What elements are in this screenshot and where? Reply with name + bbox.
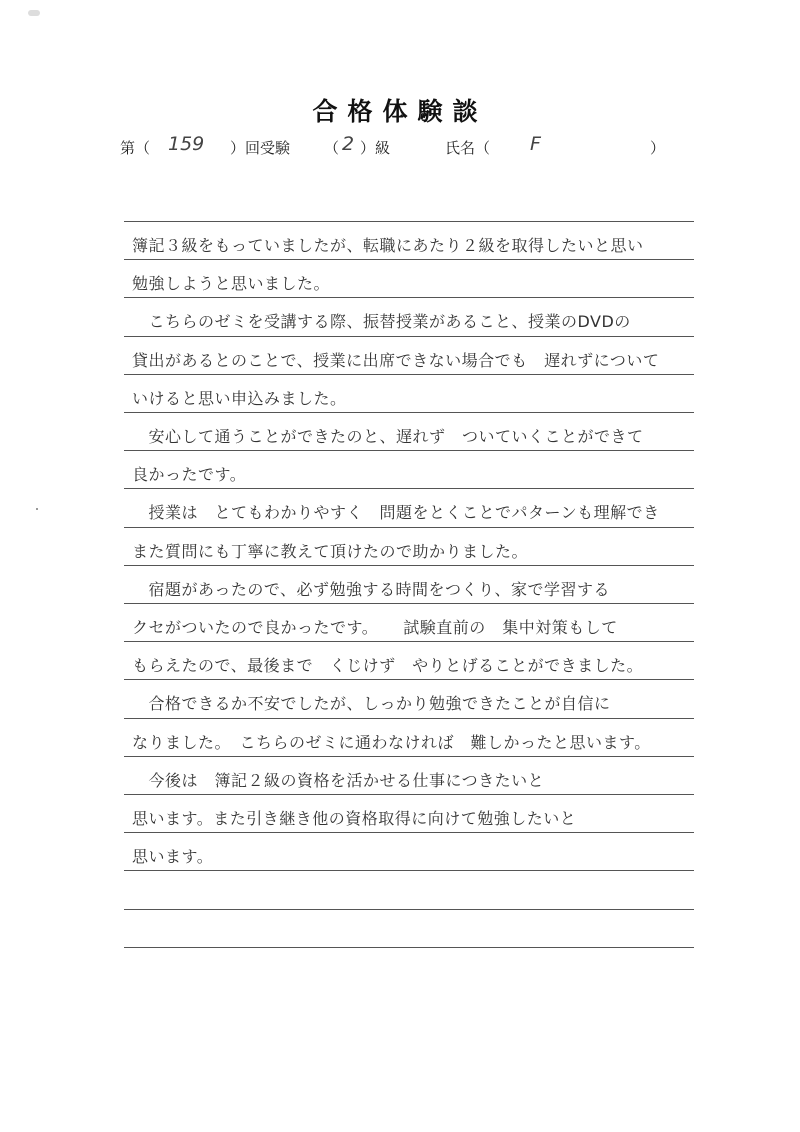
essay-line: 良かったです。 <box>132 465 247 485</box>
ruled-line <box>124 947 694 948</box>
essay-line: 思います。 <box>132 847 214 867</box>
ruled-line <box>124 870 694 871</box>
essay-line: 簿記３級をもっていましたが、転職にあたり２級を取得したいと思い <box>132 236 644 255</box>
name-label: 氏名（ <box>445 139 491 157</box>
essay-line: こちらのゼミを受講する際、振替授業があること、授業のDVDの <box>132 312 631 332</box>
session-suffix: ）回受験 <box>230 139 291 157</box>
ruled-line <box>124 450 694 451</box>
session-number: 159 <box>168 133 205 155</box>
ruled-line <box>124 641 694 642</box>
ruled-line <box>124 374 694 375</box>
ruled-line <box>124 565 694 566</box>
ruled-line <box>124 412 694 413</box>
ruled-line <box>124 527 694 528</box>
scan-speck <box>28 10 40 16</box>
essay-line: なりました。 こちらのゼミに通わなければ 難しかったと思います。 <box>132 732 651 752</box>
page-title: 合格体験談 <box>312 97 488 126</box>
ruled-line <box>124 794 694 795</box>
essay-line: 合格できるか不安でしたが、しっかり勉強できたことが自信に <box>132 694 611 714</box>
ruled-line <box>124 832 694 833</box>
grade-value: 2 <box>342 133 355 155</box>
ruled-line <box>124 603 694 604</box>
essay-line: また質問にも丁寧に教えて頂けたので助かりました。 <box>132 541 529 561</box>
ruled-line <box>124 679 694 680</box>
essay-line: 勉強しようと思いました。 <box>132 274 331 294</box>
ruled-line <box>124 756 694 757</box>
ruled-line <box>124 488 694 489</box>
essay-line: 今後は 簿記２級の資格を活かせる仕事につきたいと <box>132 770 545 790</box>
ruled-line <box>124 259 694 260</box>
essay-line: クセがついたので良かったです。 試験直前の 集中対策もして <box>132 618 618 637</box>
ruled-line <box>124 718 694 719</box>
essay-line: もらえたので、最後まで くじけず やりとげることができました。 <box>132 656 644 676</box>
essay-line: 授業は とてもわかりやすく 問題をとくことでパターンも理解でき <box>132 503 660 523</box>
grade-close: ）級 <box>360 139 391 157</box>
scan-dot <box>36 508 38 510</box>
header-row <box>120 133 700 161</box>
session-label: 第（ <box>120 139 151 157</box>
ruled-line <box>124 336 694 337</box>
essay-line: 貸出があるとのことで、授業に出席できない場合でも 遅れずについて <box>132 350 660 370</box>
essay-line: いけると思い申込みました。 <box>132 388 347 408</box>
ruled-line <box>124 221 694 222</box>
name-close: ） <box>650 139 666 157</box>
essay-line: 安心して通うことができたのと、遅れず ついていくことができて <box>132 427 644 446</box>
grade-open: （ <box>324 139 340 157</box>
essay-line: 思います。また引き継き他の資格取得に向けて勉強したいと <box>132 809 577 828</box>
name-value: F <box>530 133 541 155</box>
ruled-line <box>124 297 694 298</box>
essay-line: 宿題があったので、必ず勉強する時間をつくり、家で学習する <box>132 579 611 599</box>
ruled-line <box>124 909 694 910</box>
